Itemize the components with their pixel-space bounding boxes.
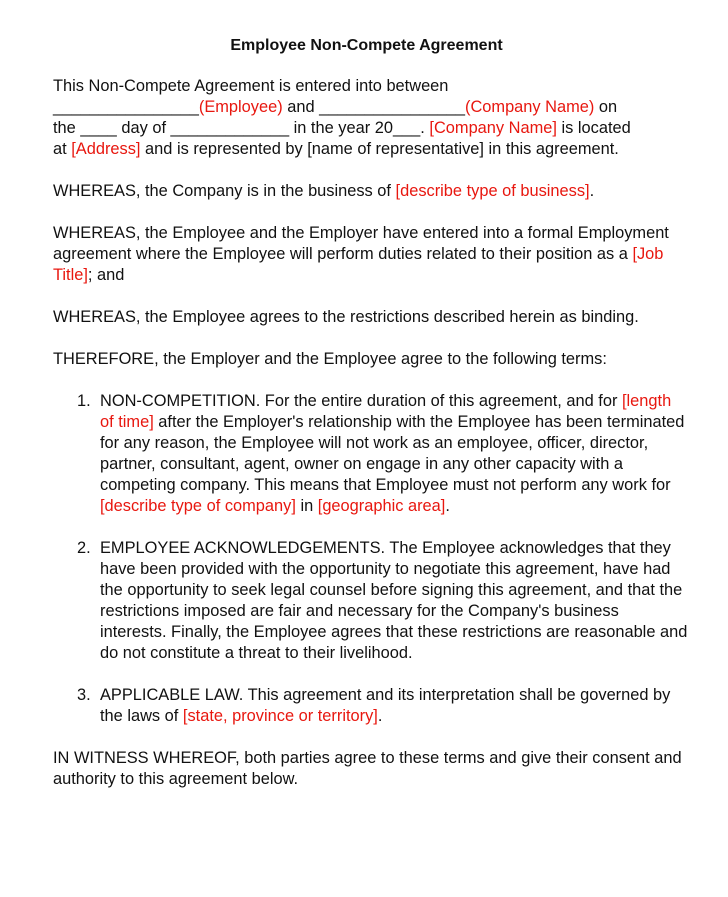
- geographic-area-placeholder: [geographic area]: [317, 497, 446, 515]
- whereas-employment-paragraph: [53, 223, 688, 286]
- company-blank: ________________: [319, 98, 465, 116]
- therefore-paragraph: THEREFORE, the Employer and the Employee agree to the following terms:: [53, 350, 607, 368]
- term3-text-b: .: [377, 707, 383, 725]
- term1-text-a: NON-COMPETITION. For the entire duration of this agreement, and for: [100, 392, 622, 410]
- terms-list: [53, 391, 688, 727]
- company-name-bracket-placeholder: [Company Name]: [429, 119, 557, 137]
- whereas1-text-1: WHEREAS, the Company is in the business of: [53, 182, 396, 200]
- document-title: Employee Non-Compete Agreement: [230, 37, 503, 54]
- employee-placeholder: (Employee): [198, 98, 283, 116]
- length-of-time-placeholder: [length of time]: [100, 392, 672, 431]
- term1-text-d: .: [445, 497, 450, 515]
- business-type-placeholder: [describe type of business]: [395, 182, 590, 200]
- intro-paragraph: [53, 76, 688, 160]
- intro-text-5: is located: [556, 119, 631, 137]
- whereas1-text-2: .: [589, 182, 595, 200]
- whereas-restrictions-paragraph: WHEREAS, the Employee agrees to the restrictions described herein as binding.: [53, 308, 639, 326]
- term3-text-a: APPLICABLE LAW. This agreement and its interpretation shall be governed by the laws of: [100, 686, 671, 725]
- intro-text-2: and: [282, 98, 320, 116]
- intro-text-7: and is represented by [name of representative] in this agreement.: [140, 140, 619, 158]
- term-applicable-law: [53, 685, 688, 727]
- whereas-business-paragraph: [53, 181, 688, 202]
- intro-text-3: on: [594, 98, 618, 116]
- witness-paragraph: IN WITNESS WHEREOF, both parties agree to these terms and give their consent and authority to this agreement below.: [53, 749, 682, 788]
- term1-text-c: in: [295, 497, 318, 515]
- term2-text: EMPLOYEE ACKNOWLEDGEMENTS. The Employee acknowledges that they have been provided with the opportunity to negotiate this agreement, have had the opportunity to seek legal counsel before signing this agreement, and that the restrictions imposed are fair and necessary for the Company's business interests. Finally, the Employee agrees that these restrictions are reasonable and do not constitute a threat to their livelihood.: [100, 539, 688, 662]
- whereas2-text-1: WHEREAS, the Employee and the Employer have entered into a formal Employment agreement where the Employee will perform duties related to their position as a: [53, 224, 669, 263]
- term-employee-acknowledgements: [53, 538, 688, 664]
- term-number: 1.: [77, 392, 91, 410]
- term-number: 2.: [77, 539, 91, 557]
- intro-text-6: at: [53, 140, 72, 158]
- intro-text-4: the ____ day of _____________ in the year 20___.: [53, 119, 430, 137]
- term-non-competition: [53, 391, 688, 517]
- company-type-placeholder: [describe type of company]: [100, 497, 296, 515]
- term1-text-b: after the Employer's relationship with the Employee has been terminated for any reason, the Employee will not work as an employee, officer, director, partner, consultant, agent, owner on engage in any other capacity with a competing company. This means that Employee must not perform any work for: [100, 413, 685, 494]
- employee-blank: ________________: [53, 98, 199, 116]
- jurisdiction-placeholder: [state, province or territory]: [182, 707, 378, 725]
- company-name-placeholder: (Company Name): [465, 98, 595, 116]
- term-number: 3.: [77, 686, 91, 704]
- job-title-placeholder: [Job Title]: [53, 245, 664, 284]
- intro-text-1: This Non-Compete Agreement is entered into between: [53, 77, 449, 95]
- address-placeholder: [Address]: [71, 140, 141, 158]
- whereas2-text-2: ; and: [87, 266, 125, 284]
